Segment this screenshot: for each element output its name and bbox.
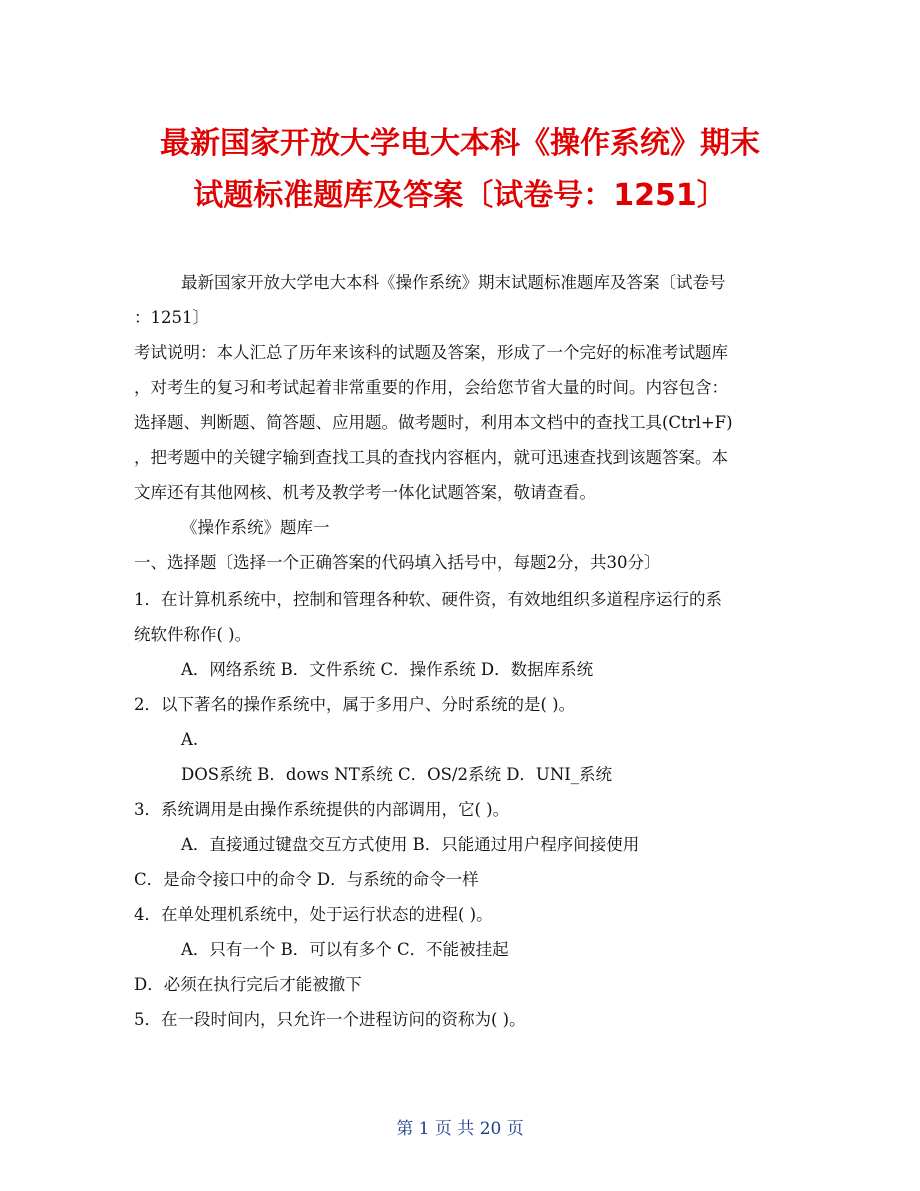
- document-title-line-2: 试题标准题库及答案〔试卷号：1251〕: [193, 178, 727, 213]
- question-2-option-a-label: A.: [181, 730, 199, 749]
- question-3-options-1: A．直接通过键盘交互方式使用 B．只能通过用户程序间接使用: [181, 835, 640, 854]
- question-5: 5．在一段时间内，只允许一个进程访问的资称为( )。: [134, 1010, 526, 1029]
- question-1-line-2: 统软件称作( )。: [134, 625, 252, 644]
- document-title-line-1: 最新国家开放大学电大本科《操作系统》期末: [160, 126, 760, 161]
- exam-note-line-4: ，把考题中的关键字输到查找工具的查找内容框内，就可迅速查找到该题答案。本: [134, 448, 728, 467]
- exam-note-line-5: 文库还有其他网核、机考及教学考一体化试题答案，敬请查看。: [134, 483, 596, 502]
- question-1-options: A．网络系统 B．文件系统 C．操作系统 D．数据库系统: [181, 660, 594, 679]
- question-2: 2．以下著名的操作系统中，属于多用户、分时系统的是( )。: [134, 695, 576, 714]
- intro-line-2: ：1251〕: [134, 308, 209, 327]
- exam-note-line-2: ，对考生的复习和考试起着非常重要的作用，会给您节省大量的时间。内容包含：: [134, 378, 728, 397]
- question-bank-heading: 《操作系统》题库一: [181, 518, 330, 537]
- question-3-options-2: C．是命令接口中的命令 D．与系统的命令一样: [134, 870, 479, 889]
- intro-line-1: 最新国家开放大学电大本科《操作系统》期末试题标准题库及答案〔试卷号: [181, 273, 726, 292]
- exam-note-line-1: 考试说明：本人汇总了历年来该科的试题及答案，形成了一个完好的标准考试题库: [134, 343, 728, 362]
- page-number-footer: 第 1 页 共 20 页: [396, 1119, 524, 1139]
- question-2-options: DOS系统 B．dows NT系统 C．OS/2系统 D．UNI_系统: [181, 765, 613, 784]
- question-3: 3．系统调用是由操作系统提供的内部调用，它( )。: [134, 800, 510, 819]
- exam-note-line-3: 选择题、判断题、简答题、应用题。做考题时，利用本文档中的查找工具(Ctrl+F): [134, 413, 733, 432]
- question-4: 4．在单处理机系统中，处于运行状态的进程( )。: [134, 905, 493, 924]
- question-4-options-1: A．只有一个 B．可以有多个 C．不能被挂起: [181, 940, 509, 959]
- section-heading: 一、选择题〔选择一个正确答案的代码填入括号中，每题2分，共30分〕: [134, 553, 661, 572]
- question-1-line-1: 1．在计算机系统中，控制和管理各种软、硬件资，有效地组织多道程序运行的系: [134, 590, 722, 609]
- question-4-options-2: D．必须在执行完后才能被撤下: [134, 975, 362, 994]
